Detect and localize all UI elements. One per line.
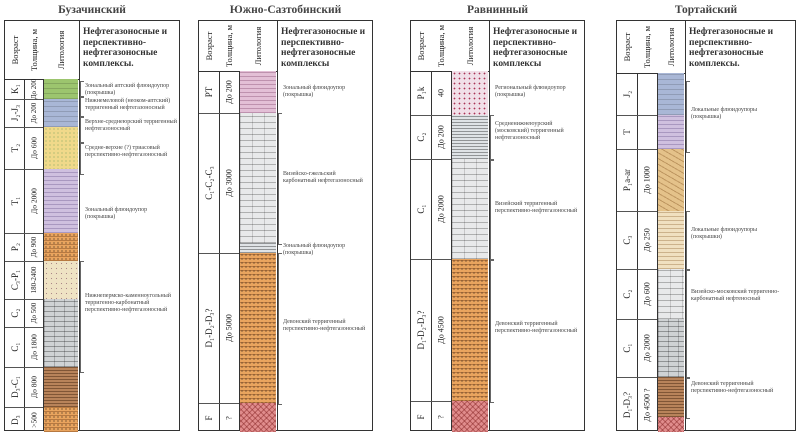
complex-label: Верхне-среднеюрский терригенный нефтегазоносный [85, 119, 177, 132]
lithology-layer [44, 79, 78, 99]
lithology-header: Литология [56, 30, 66, 70]
lithology-layer [44, 169, 78, 233]
lithology-layer [452, 71, 488, 115]
thickness-column [637, 21, 658, 430]
complex-label: Визейско-московский терригенно-карбонатный нефтеносный [691, 289, 780, 302]
lithology-layer [452, 115, 488, 159]
lithology-layer [44, 233, 78, 261]
thickness-header: Толщина, м [642, 26, 652, 68]
lithology-layer [44, 407, 78, 432]
thickness-cell: До 1000 [642, 166, 652, 194]
complexes-column [685, 21, 795, 430]
panel-yuzhno-saztobinsky [198, 0, 373, 435]
thickness-cell: До 200 [29, 102, 38, 124]
age-cell: D₃ [9, 414, 20, 425]
age-cell: C₂ [416, 132, 426, 142]
thickness-cell: До 1800 [29, 334, 38, 360]
age-cell: C₃ [622, 235, 632, 245]
age-column [411, 21, 432, 430]
age-cell: C₂ [622, 289, 632, 299]
complex-label: Девонский терригенный перспективно-нефтегазоносный [691, 381, 774, 394]
lithology-layer [44, 99, 78, 127]
section-table [616, 20, 796, 431]
complexes-header: Нефтегазоносные и перспективно- нефтегазоносные комплексы [493, 27, 578, 69]
thickness-cell: До 3000 [224, 169, 234, 197]
panel-title: Южно-Сазтобинский [229, 4, 342, 16]
complexes-column [489, 21, 584, 430]
thickness-header: Толщина, м [436, 25, 446, 67]
complex-label: Нижнемеловой (неоком-аптский) терригенный нефтегазоносный [85, 98, 171, 111]
complex-label: Локальные флюидоупоры (покрышка) [691, 107, 758, 120]
thickness-cell: До 200 [29, 78, 38, 100]
lithology-layer [658, 211, 684, 269]
complex-label: Зональный флюидоупор (покрышка) [283, 243, 346, 256]
age-cell: F [204, 414, 214, 421]
age-cell: C₁ [9, 342, 20, 352]
lithology-layer [44, 367, 78, 407]
lithology-layer [44, 299, 78, 327]
lithology-column [43, 21, 80, 430]
complex-label: Зональный аптский флюидоупор (покрышка) [85, 83, 170, 96]
thickness-header: Толщина, м [224, 25, 234, 67]
age-cell: C₁ [622, 343, 632, 353]
lithology-layer [658, 73, 684, 115]
lithology-layer [452, 401, 488, 432]
thickness-cell: 180-2400 [29, 266, 38, 294]
lithology-column [657, 21, 686, 430]
panel-buzachinsky [4, 0, 180, 435]
lithology-layer [240, 243, 276, 253]
complex-label: Локальные флюидоупоры (покрышки) [691, 227, 758, 240]
lithology-header: Литология [465, 26, 475, 66]
lithology-layer [44, 327, 78, 367]
section-table [4, 20, 180, 431]
lithology-column [451, 21, 490, 430]
age-cell: D₃-C₁ [9, 376, 20, 398]
age-cell: J₂-J₃ [9, 104, 20, 122]
lithology-layer [240, 71, 276, 113]
complexes-header: Нефтегазоносные и перспективно- нефтегазоносные комплексы. [83, 27, 168, 69]
age-cell: D₁-D₂-D₃? [204, 308, 214, 348]
complex-label: Зональный флюидоупор (покрышка) [283, 85, 346, 98]
thickness-cell: 40 [436, 89, 446, 97]
complex-label: Средненижнеюурский (московский) терригенный нефтегазоносный [495, 121, 564, 141]
lithology-header: Литология [666, 27, 676, 67]
panel-title: Равнинный [466, 4, 529, 16]
thickness-cell: До 2000 [29, 188, 38, 214]
complex-label: Зональный флюидоупор (покрышка) [85, 207, 148, 220]
age-cell: P₁a-ar [622, 168, 632, 192]
age-cell: K₁ [9, 84, 20, 94]
lithology-layer [658, 115, 684, 149]
section-table [410, 20, 585, 431]
thickness-cell: До 200 [224, 80, 234, 104]
thickness-cell: До 4500 ? [642, 387, 652, 422]
age-cell: T₁ [9, 196, 20, 206]
panel-title: Бузачинский [58, 4, 126, 16]
age-header: Возраст [204, 31, 214, 61]
age-column [617, 21, 638, 430]
thickness-header: Толщина, м [28, 29, 39, 71]
thickness-column [431, 21, 452, 430]
complex-label: Визейско-гжельский карбонатный нефтегазоносный [283, 171, 363, 184]
age-cell: P₂ [9, 242, 20, 252]
thickness-column [219, 21, 240, 430]
age-column [5, 21, 25, 430]
complexes-header: Нефтегазоносные и перспективно- нефтегазоносные комплексы. [689, 27, 774, 69]
lithology-layer [658, 149, 684, 211]
lithology-layer [658, 269, 684, 319]
complex-label: Региональный флюидоупор (покрышка) [495, 85, 566, 98]
age-cell: C₁-C₂-C₃ [204, 166, 214, 200]
panel-tortaysky [616, 0, 796, 435]
lithology-layer [452, 159, 488, 259]
section-table [198, 20, 373, 431]
age-column [199, 21, 220, 430]
thickness-cell: До 2000 [436, 195, 446, 223]
complex-label: Девонский терригенный перспективно-нефтегазоносный [495, 321, 578, 334]
thickness-cell: До 4500 [436, 316, 446, 344]
thickness-cell: ? [224, 415, 234, 420]
age-cell: J₂ [622, 90, 632, 98]
complexes-column [79, 21, 179, 430]
thickness-cell: До 5000 [224, 314, 234, 342]
thickness-cell: До 800 [29, 376, 38, 398]
thickness-column [24, 21, 44, 430]
age-cell: P₁k [416, 86, 426, 100]
thickness-cell: До 500 [29, 302, 38, 324]
age-header: Возраст [416, 31, 426, 61]
age-cell: PT [204, 86, 214, 98]
age-cell: C₁ [416, 204, 426, 214]
age-cell: T₂ [9, 143, 20, 153]
panel-title: Тортайский [674, 4, 738, 16]
age-cell: C₃-P₁ [9, 269, 20, 291]
thickness-cell: До 250 [642, 228, 652, 252]
age-cell: D₁-D₃? [622, 391, 632, 418]
lithology-layer [240, 253, 276, 403]
thickness-cell: >500 [29, 411, 38, 428]
lithology-layer [240, 113, 276, 243]
complex-label: Девонский терригенный перспективно-нефтегазоносный [283, 319, 366, 332]
complexes-header: Нефтегазоносные и перспективно- нефтегазоносные комплексы [281, 27, 366, 69]
thickness-cell: До 200 [436, 125, 446, 149]
age-cell: F [416, 413, 426, 420]
complexes-column [277, 21, 372, 430]
lithology-layer [44, 127, 78, 169]
thickness-cell: До 2000 [642, 334, 652, 362]
thickness-cell: До 600 [29, 137, 38, 159]
lithology-column [239, 21, 278, 430]
thickness-cell: До 600 [642, 282, 652, 306]
age-cell: C₂ [9, 308, 20, 318]
lithology-layer [658, 377, 684, 417]
age-cell: T [622, 129, 632, 135]
lithology-header: Литология [253, 26, 263, 66]
age-cell: D₁-D₂-D₃? [416, 310, 426, 350]
thickness-cell: ? [436, 414, 446, 419]
complex-label: Средне-верхне (?) триасовый перспективно-нефтегазоносный [85, 145, 168, 158]
complex-label: Визейский терригенный перспективно-нефтегазоносный [495, 201, 578, 214]
complex-label: Нижнепермско-каменноугольный терригенно-карбонатный перспективно-нефтегазоносный [85, 293, 171, 313]
thickness-cell: До 900 [29, 236, 38, 258]
lithology-layer [240, 403, 276, 432]
age-header: Возраст [9, 35, 20, 65]
lithology-layer [44, 261, 78, 299]
lithology-layer [658, 319, 684, 377]
lithology-layer [452, 259, 488, 401]
lithology-layer [658, 417, 684, 432]
age-header: Возраст [622, 32, 632, 62]
panel-ravninny [410, 0, 585, 435]
